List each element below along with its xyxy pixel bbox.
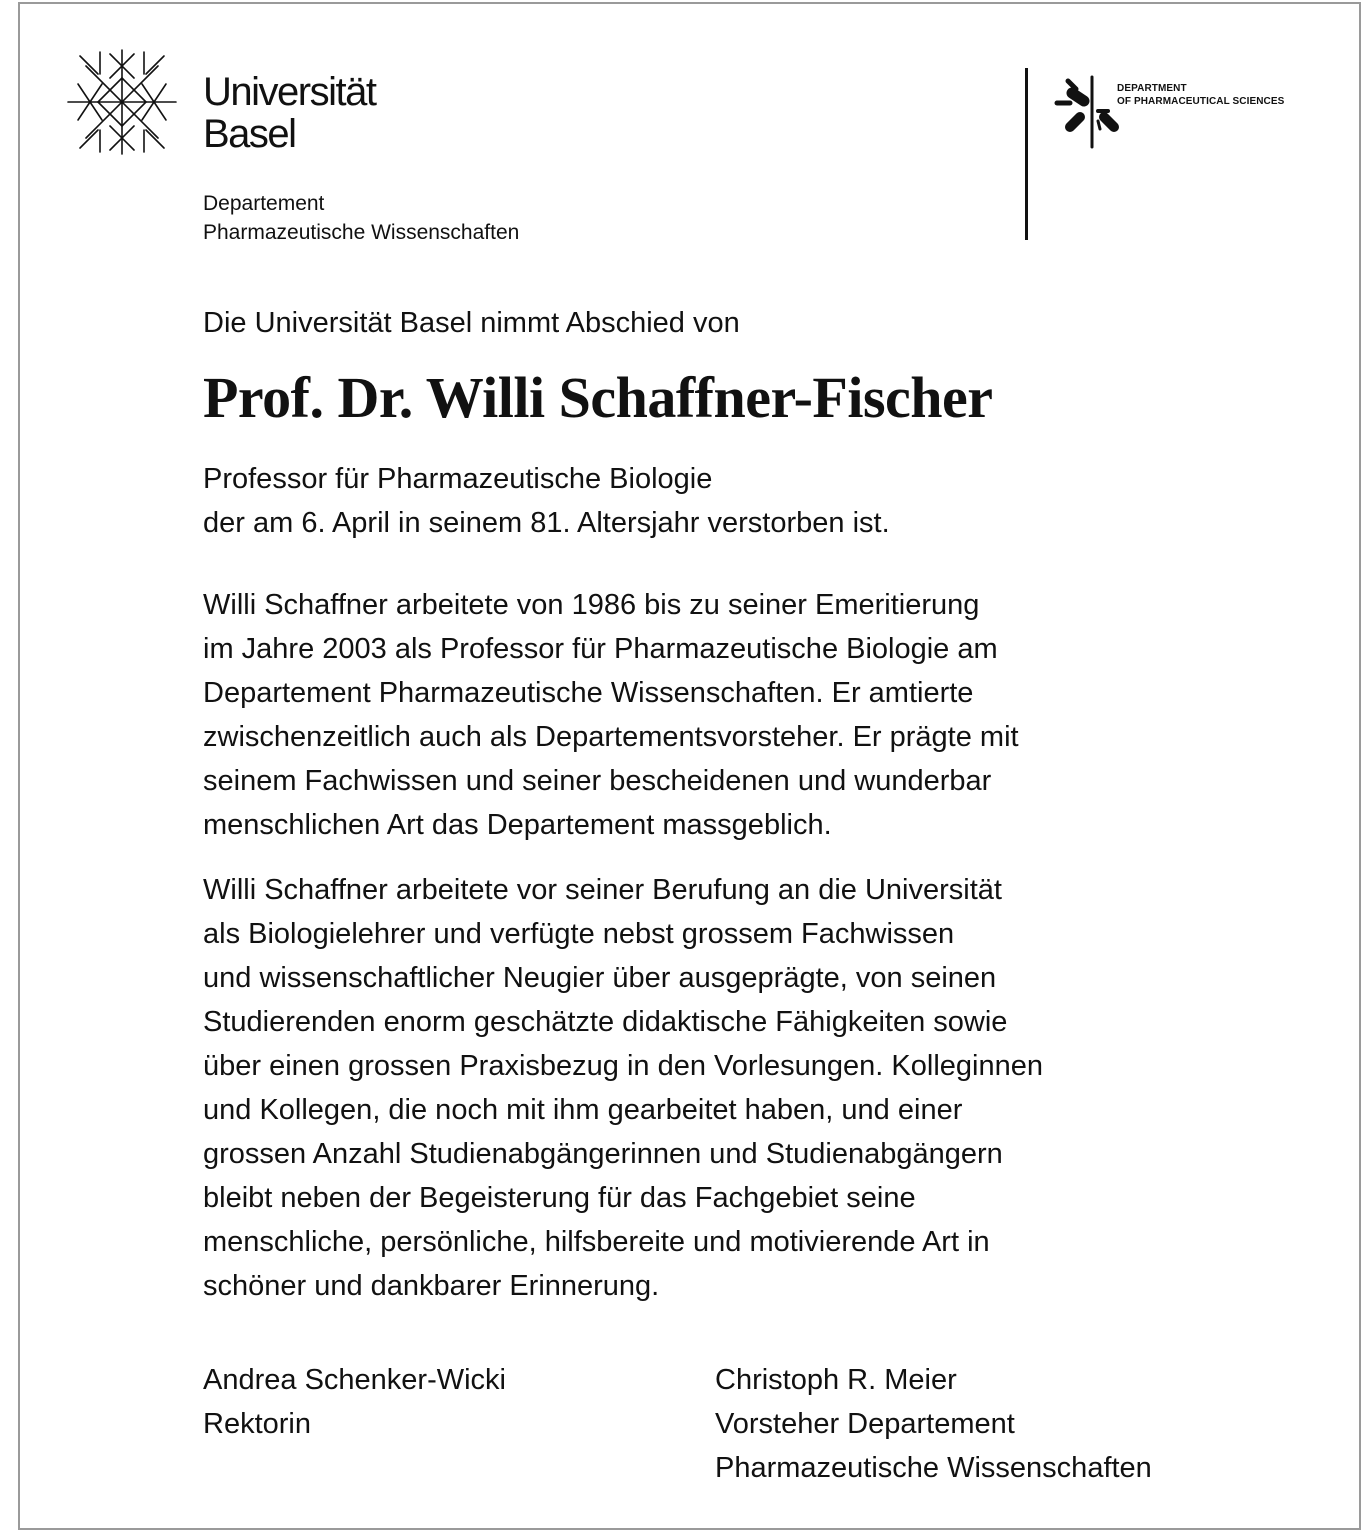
paragraph-line: grossen Anzahl Studienabgängerinnen und Studienabgängern bbox=[203, 1138, 1003, 1170]
paragraph-line: Departement Pharmazeutische Wissenschaften. Er amtierte bbox=[203, 677, 974, 709]
department-line-2: Pharmazeutische Wissenschaften bbox=[203, 221, 520, 244]
header-divider bbox=[1025, 68, 1028, 240]
paragraph-line: über einen grossen Praxisbezug in den Vorlesungen. Kolleginnen bbox=[203, 1050, 1043, 1082]
department-name bbox=[203, 189, 519, 247]
signatory-title-line-1: Vorsteher Departement bbox=[715, 1408, 1015, 1440]
dps-line-2: OF PHARMACEUTICAL SCIENCES bbox=[1117, 96, 1285, 107]
paragraph-line: Willi Schaffner arbeitete von 1986 bis zu seiner Emeritierung bbox=[203, 589, 980, 621]
paragraph-tribute bbox=[203, 868, 1043, 1308]
paragraph-line: seinem Fachwissen und seiner bescheidenen und wunderbar bbox=[203, 765, 992, 797]
paragraph-line: als Biologielehrer und verfügte nebst grossem Fachwissen bbox=[203, 918, 955, 950]
role-line-2: der am 6. April in seinem 81. Altersjahr verstorben ist. bbox=[203, 507, 890, 539]
paragraph-line: im Jahre 2003 als Professor für Pharmazeutische Biologie am bbox=[203, 633, 998, 665]
pharmaceutical-sciences-label bbox=[1117, 82, 1284, 108]
paragraph-line: menschliche, persönliche, hilfsbereite und motivierende Art in bbox=[203, 1226, 990, 1258]
paragraph-line: und wissenschaftlicher Neugier über ausgeprägte, von seinen bbox=[203, 962, 997, 994]
department-line-1: Departement bbox=[203, 192, 325, 215]
university-wordmark bbox=[203, 72, 375, 156]
paragraph-line: Studierenden enorm geschätzte didaktische Fähigkeiten sowie bbox=[203, 1006, 1008, 1038]
paragraph-line: bleibt neben der Begeisterung für das Fachgebiet seine bbox=[203, 1182, 916, 1214]
paragraph-line: schöner und dankbarer Erinnerung. bbox=[203, 1270, 660, 1302]
signatory-title-line-2: Pharmazeutische Wissenschaften bbox=[715, 1452, 1152, 1484]
signatory-name: Christoph R. Meier bbox=[715, 1364, 957, 1396]
paragraph-line: und Kollegen, die noch mit ihm gearbeitet haben, und einer bbox=[203, 1094, 963, 1126]
wordmark-line-2: Basel bbox=[203, 112, 296, 156]
role-line-1: Professor für Pharmazeutische Biologie bbox=[203, 463, 713, 495]
wordmark-line-1: Universität bbox=[203, 70, 376, 114]
intro-text: Die Universität Basel nimmt Abschied von bbox=[203, 307, 740, 339]
paragraph-career bbox=[203, 583, 1019, 847]
paragraph-line: Willi Schaffner arbeitete vor seiner Berufung an die Universität bbox=[203, 874, 1002, 906]
signatory-name: Andrea Schenker-Wicki bbox=[203, 1364, 506, 1396]
paragraph-line: menschlichen Art das Departement massgeblich. bbox=[203, 809, 832, 841]
signature-head-of-department bbox=[715, 1358, 1152, 1490]
deceased-name: Prof. Dr. Willi Schaffner-Fischer bbox=[203, 365, 993, 430]
paragraph-line: zwischenzeitlich auch als Departementsvorsteher. Er prägte mit bbox=[203, 721, 1019, 753]
dps-line-1: DEPARTMENT bbox=[1117, 83, 1187, 94]
signatory-title: Rektorin bbox=[203, 1408, 311, 1440]
role-text bbox=[203, 457, 890, 545]
university-basel-logo-icon bbox=[66, 48, 178, 156]
signature-rector bbox=[203, 1358, 506, 1446]
